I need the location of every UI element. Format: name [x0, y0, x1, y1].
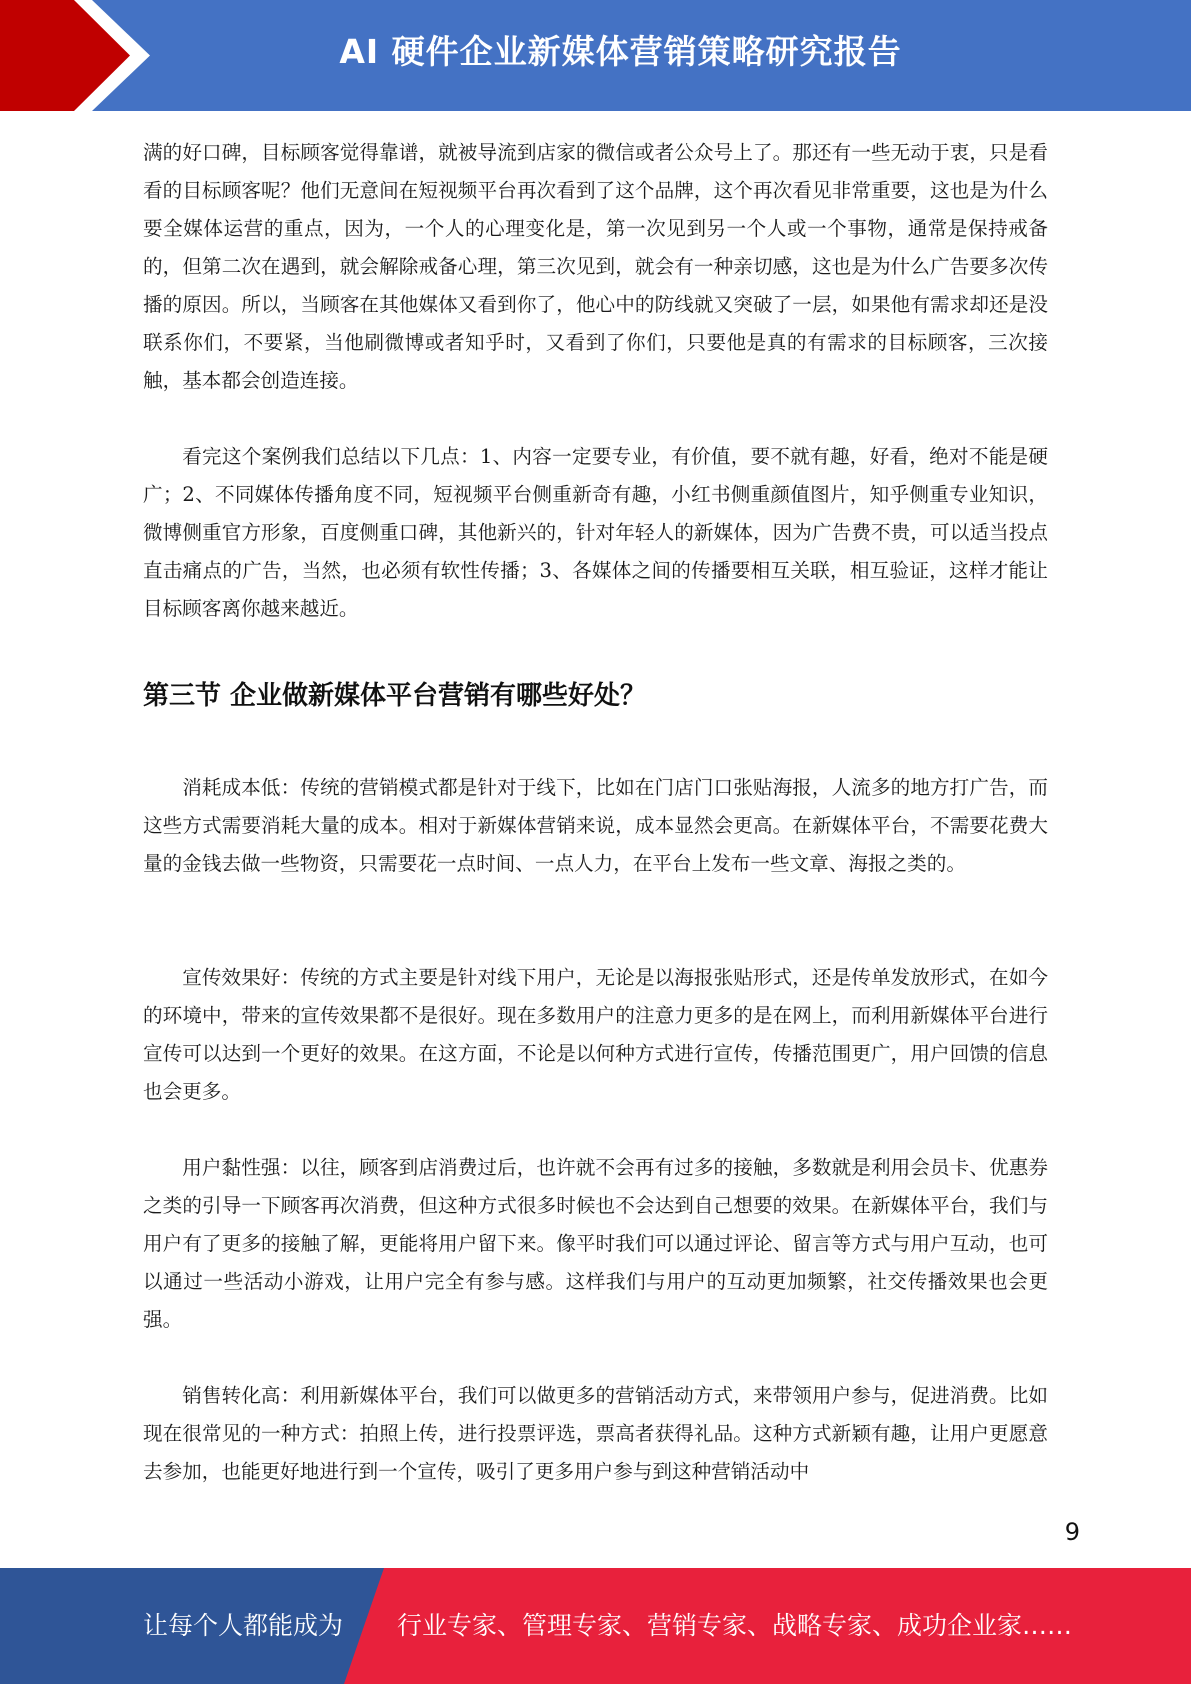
body-paragraph: 销售转化高：利用新媒体平台，我们可以做更多的营销活动方式，来带领用户参与，促进消费。比如现在很常见的一种方式：拍照上传，进行投票评选，票高者获得礼品。这种方式新颖有趣，让用户更愿意去参加，也能更好地进行到一个宣传，吸引了更多用户参与到这种营销活动中: [143, 1384, 1048, 1483]
page-number: 9: [1064, 1518, 1080, 1546]
body-paragraph: 用户黏性强：以往，顾客到店消费过后，也许就不会再有过多的接触，多数就是利用会员卡、优惠券之类的引导一下顾客再次消费，但这种方式很多时候也不会达到自己想要的效果。在新媒体平台，我们与用户有了更多的接触了解，更能将用户留下来。像平时我们可以通过评论、留言等方式与用户互动，也可以通过一些活动小游戏，让用户完全有参与感。这样我们与用户的互动更加频繁，社交传播效果也会更强。: [143, 1156, 1048, 1331]
footer-slogan-left: 让每个人都能成为: [143, 1611, 344, 1640]
footer-slogan-right: 行业专家、管理专家、营销专家、战略专家、成功企业家……: [397, 1611, 1073, 1640]
section-heading: 第三节 企业做新媒体平台营销有哪些好处？: [143, 681, 647, 711]
page-footer: [0, 1568, 1191, 1684]
body-paragraph: 消耗成本低：传统的营销模式都是针对于线下，比如在门店门口张贴海报，人流多的地方打广告，而这些方式需要消耗大量的成本。相对于新媒体营销来说，成本显然会更高。在新媒体平台，不需要花费大量的金钱去做一些物资，只需要花一点时间、一点人力，在平台上发布一些文章、海报之类的。: [143, 776, 1048, 875]
body-paragraph: 宣传效果好：传统的方式主要是针对线下用户，无论是以海报张贴形式，还是传单发放形式，在如今的环境中，带来的宣传效果都不是很好。现在多数用户的注意力更多的是在网上，而利用新媒体平台进行宣传可以达到一个更好的效果。在这方面，不论是以何种方式进行宣传，传播范围更广，用户回馈的信息也会更多。: [143, 966, 1048, 1103]
document-title: AI 硬件企业新媒体营销策略研究报告: [339, 32, 902, 71]
body-paragraph: 满的好口碑，目标顾客觉得靠谱，就被导流到店家的微信或者公众号上了。那还有一些无动于衷，只是看看的目标顾客呢？他们无意间在短视频平台再次看到了这个品牌，这个再次看见非常重要，这也是为什么要全媒体运营的重点，因为，一个人的心理变化是，第一次见到另一个人或一个事物，通常是保持戒备的，但第二次在遇到，就会解除戒备心理，第三次见到，就会有一种亲切感，这也是为什么广告要多次传播的原因。所以，当顾客在其他媒体又看到你了，他心中的防线就又突破了一层，如果他有需求却还是没联系你们，不要紧，当他刷微博或者知乎时，又看到了你们，只要他是真的有需求的目标顾客，三次接触，基本都会创造连接。: [143, 141, 1048, 392]
page-header: [0, 0, 1191, 111]
body-paragraph: 看完这个案例我们总结以下几点：1、内容一定要专业，有价值，要不就有趣，好看，绝对不能是硬广；2、不同媒体传播角度不同，短视频平台侧重新奇有趣，小红书侧重颜值图片，知乎侧重专业知识，微博侧重官方形象，百度侧重口碑，其他新兴的，针对年轻人的新媒体，因为广告费不贵，可以适当投点直击痛点的广告，当然，也必须有软性传播；3、各媒体之间的传播要相互关联，相互验证，这样才能让目标顾客离你越来越近。: [143, 445, 1048, 620]
